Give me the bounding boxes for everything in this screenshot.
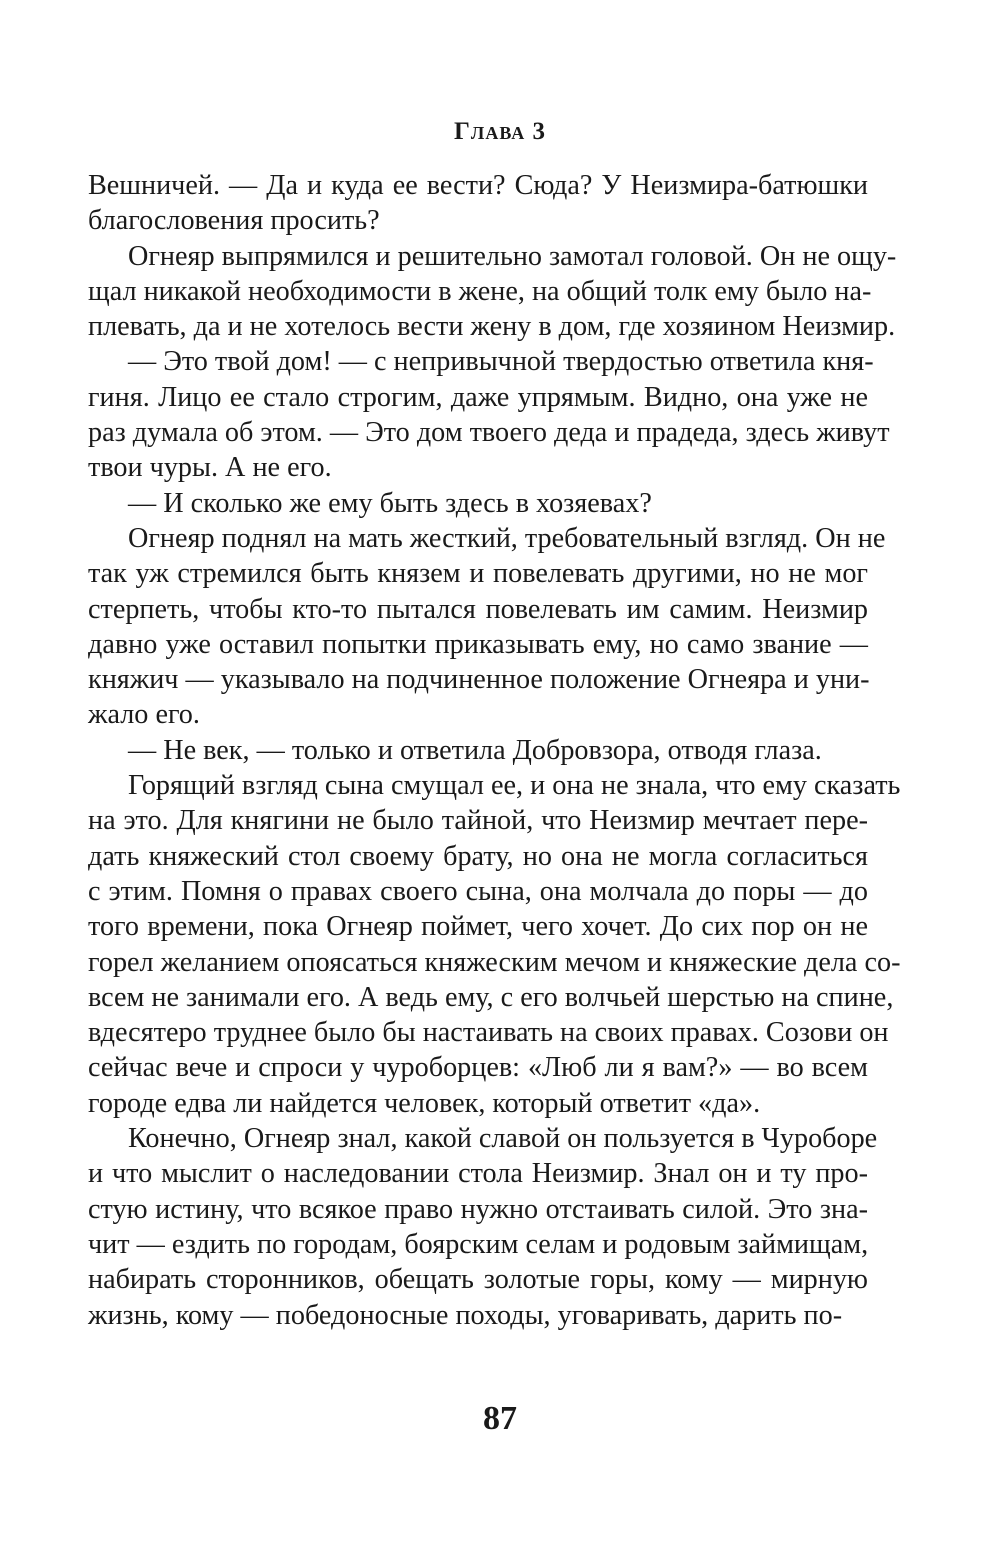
paragraph — [88, 521, 886, 733]
text-line: раз думала об этом. — Это дом твоего деда и прадеда, здесь живут — [88, 417, 890, 449]
text-line: Огнеяр выпрямился и решительно замотал головой. Он не ощу- — [128, 240, 897, 272]
text-line: набирать сторонников, обещать золотые горы, кому — мирную — [88, 1264, 868, 1296]
text-line: Горящий взгляд сына смущал ее, и она не знала, что ему сказать — [128, 770, 901, 802]
text-line: — Это твой дом! — с непривычной твердостью ответила кня- — [128, 346, 874, 378]
text-line: жизнь, кому — победоносные походы, уговаривать, дарить по- — [88, 1299, 843, 1331]
paragraph — [88, 486, 868, 521]
text-line: княжич — указывало на подчиненное положение Огнеяра и уни- — [88, 664, 870, 696]
text-line: гиня. Лицо ее стало строгим, даже упрямым. Видно, она уже не — [88, 381, 868, 413]
text-line: Конечно, Огнеяр знал, какой славой он пользуется в Чуроборе — [128, 1123, 878, 1155]
text-line: стую истину, что всякое право нужно отстаивать силой. Это зна- — [88, 1193, 868, 1225]
paragraph — [88, 1121, 878, 1333]
text-line: Вешничей. — Да и куда ее вести? Сюда? У Неизмира-батюшки — [88, 170, 868, 201]
running-head-chapter-title: Глава 3 — [454, 118, 546, 145]
text-line: так уж стремился быть князем и повелевать другими, но не мог — [88, 558, 868, 590]
text-line: благословения просить? — [88, 205, 380, 237]
text-line: горел желанием опоясаться княжеским мечом и княжеские дела со- — [88, 946, 901, 978]
text-line: — И сколько же ему быть здесь в хозяевах? — [128, 487, 652, 519]
text-line: сейчас вече и спроси у чуроборцев: «Люб ли я вам?» — во всем — [88, 1052, 868, 1084]
text-line: твои чуры. А не его. — [88, 452, 332, 484]
text-line: — Не век, — только и ответила Добровзора, отводя глаза. — [128, 734, 822, 766]
text-line: на это. Для княгини не было тайной, что Неизмир мечтает пере- — [88, 805, 868, 837]
page-number: 87 — [483, 1400, 517, 1437]
text-line: городе едва ли найдется человек, который ответит «да». — [88, 1087, 761, 1119]
body-text — [88, 168, 901, 1333]
text-line: с этим. Помня о правах своего сына, она молчала до поры — до — [88, 875, 868, 907]
paragraph — [88, 168, 868, 239]
text-line: щал никакой необходимости в жене, на общий толк ему было на- — [88, 275, 872, 307]
paragraph — [88, 768, 901, 1121]
text-line: дать княжеский стол своему брату, но она не могла согласиться — [88, 840, 868, 872]
paragraph — [88, 733, 868, 768]
text-line: Огнеяр поднял на мать жесткий, требовательный взгляд. Он не — [128, 522, 886, 554]
text-line: вдесятеро труднее было бы настаивать на своих правах. Созови он — [88, 1017, 889, 1049]
text-line: давно уже оставил попытки приказывать ему, но само звание — — [88, 628, 868, 660]
text-line: и что мыслит о наследовании стола Неизмир. Знал он и ту про- — [88, 1158, 868, 1190]
paragraph — [88, 344, 890, 485]
text-line: всем не занимали его. А ведь ему, с его волчьей шерстью на спине, — [88, 981, 894, 1013]
text-line: плевать, да и не хотелось вести жену в дом, где хозяином Неизмир. — [88, 311, 896, 343]
text-line: жало его. — [88, 699, 200, 731]
text-line: чит — ездить по городам, боярским селам и родовым займищам, — [88, 1228, 869, 1260]
text-line: того времени, пока Огнеяр поймет, чего хочет. До сих пор он не — [88, 911, 868, 943]
paragraph — [88, 239, 897, 345]
text-line: стерпеть, чтобы кто-то пытался повелевать им самим. Неизмир — [88, 593, 868, 625]
